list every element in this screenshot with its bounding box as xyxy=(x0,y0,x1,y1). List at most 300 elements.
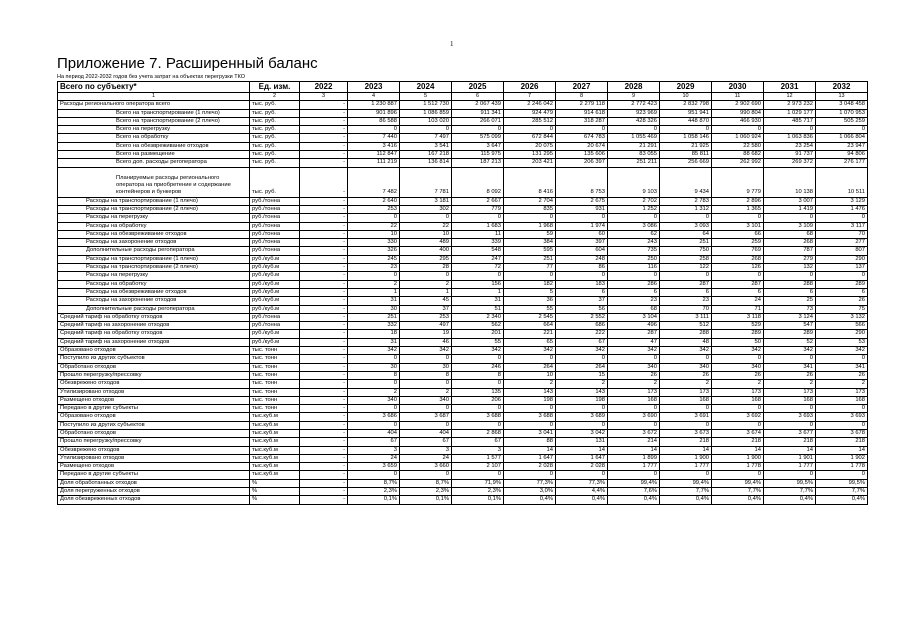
value-cell: 3 117 xyxy=(816,222,868,230)
value-cell: 48 xyxy=(660,338,712,346)
value-cell: 2,3% xyxy=(452,488,504,496)
value-cell: 485 717 xyxy=(764,117,816,125)
row-label: Всего на транспортирование (1 плечо) xyxy=(58,109,250,117)
value-cell: 1 968 xyxy=(504,222,556,230)
value-cell: 287 xyxy=(608,330,660,338)
row-label: Образовано отходов xyxy=(58,347,250,355)
row-unit: тыс.куб.м xyxy=(250,454,300,462)
value-cell: 8 xyxy=(400,371,452,379)
value-cell: 0 xyxy=(712,355,764,363)
table-row xyxy=(58,167,868,197)
row-unit: руб./куб.м xyxy=(250,305,300,313)
value-cell: 2 028 xyxy=(556,463,608,471)
cell-2022: - xyxy=(300,205,348,213)
value-cell: 923 969 xyxy=(608,109,660,117)
cell-2022: - xyxy=(300,413,348,421)
document-title: Приложение 7. Расширенный баланс xyxy=(57,55,318,72)
value-cell: 31 xyxy=(452,297,504,305)
row-label: Обезврежено отходов xyxy=(58,380,250,388)
value-cell: 0 xyxy=(400,380,452,388)
value-cell: 672 844 xyxy=(504,134,556,142)
value-cell: 2 783 xyxy=(660,197,712,205)
cell-2022: - xyxy=(300,264,348,272)
cell-2022: - xyxy=(300,101,348,109)
value-cell: 332 xyxy=(348,322,400,330)
table-row xyxy=(58,230,868,238)
cell-2022: - xyxy=(300,126,348,134)
value-cell: 0 xyxy=(400,126,452,134)
column-index-row xyxy=(58,93,868,101)
header-year: 2029 xyxy=(660,82,712,93)
value-cell: 289 xyxy=(712,330,764,338)
value-cell: 0 xyxy=(348,471,400,479)
value-cell: 88 682 xyxy=(712,151,764,159)
value-cell: 0,1% xyxy=(348,496,400,504)
value-cell: 0 xyxy=(764,405,816,413)
value-cell: 779 xyxy=(452,205,504,213)
row-label: Средний тариф на захоронение отходов xyxy=(58,322,250,330)
value-cell: 77,3% xyxy=(556,479,608,487)
cell-2022: - xyxy=(300,230,348,238)
value-cell: 448 870 xyxy=(660,117,712,125)
row-unit: руб./куб.м xyxy=(250,288,300,296)
value-cell: 342 xyxy=(556,347,608,355)
value-cell: 136 814 xyxy=(400,159,452,167)
value-cell: 3 691 xyxy=(660,413,712,421)
value-cell: 466 930 xyxy=(712,117,764,125)
value-cell: 53 xyxy=(816,338,868,346)
value-cell: 198 xyxy=(504,396,556,404)
table-row xyxy=(58,159,868,167)
cell-2022: - xyxy=(300,214,348,222)
row-label: Дополнительные расходы регоператора xyxy=(58,305,250,313)
value-cell: 0 xyxy=(816,355,868,363)
table-row xyxy=(58,388,868,396)
value-cell: 137 xyxy=(816,264,868,272)
table-row xyxy=(58,380,868,388)
table-row xyxy=(58,313,868,321)
value-cell: 99,4% xyxy=(660,479,712,487)
row-unit: руб./тонна xyxy=(250,313,300,321)
value-cell: 221 xyxy=(504,330,556,338)
row-label: Расходы на захоронение отходов xyxy=(58,239,250,247)
value-cell: 22 xyxy=(400,222,452,230)
value-cell: 1 476 xyxy=(816,205,868,213)
value-cell: 2 067 439 xyxy=(452,101,504,109)
cell-2022: - xyxy=(300,454,348,462)
table-row xyxy=(58,117,868,125)
value-cell: 64 xyxy=(660,230,712,238)
cell-2022: - xyxy=(300,142,348,150)
value-cell: 0 xyxy=(660,272,712,280)
row-unit: тыс. руб. xyxy=(250,101,300,109)
value-cell: 1 419 xyxy=(764,205,816,213)
value-cell: 951 941 xyxy=(660,109,712,117)
value-cell: 0 xyxy=(764,214,816,222)
row-unit: руб./тонна xyxy=(250,322,300,330)
row-label: Доля обезвреженных отходов xyxy=(58,496,250,504)
value-cell: 0 xyxy=(764,471,816,479)
row-label: Расходы на транспортирование (1 плечо) xyxy=(58,255,250,263)
value-cell: 266 071 xyxy=(452,117,504,125)
value-cell: 23 254 xyxy=(764,142,816,150)
value-cell: 931 xyxy=(556,205,608,213)
value-cell: 71 xyxy=(712,305,764,313)
value-cell: 3 674 xyxy=(712,429,764,437)
row-unit: руб./куб.м xyxy=(250,255,300,263)
cell-2022: - xyxy=(300,313,348,321)
cell-2022: - xyxy=(300,446,348,454)
value-cell: 30 xyxy=(400,363,452,371)
value-cell: 384 xyxy=(504,239,556,247)
value-cell: 0 xyxy=(556,355,608,363)
table-row xyxy=(58,330,868,338)
value-cell: 83 055 xyxy=(608,151,660,159)
value-cell: 245 xyxy=(348,255,400,263)
cell-2022: - xyxy=(300,197,348,205)
value-cell: 3 118 xyxy=(712,313,764,321)
value-cell: 6 xyxy=(816,288,868,296)
value-cell: 595 xyxy=(504,247,556,255)
value-cell: 286 xyxy=(608,280,660,288)
value-cell: 2 xyxy=(764,380,816,388)
value-cell: 2 545 xyxy=(504,313,556,321)
row-label: Планируемые расходы регионального оператора на приобретение и содержание контейнеров и бункеров xyxy=(58,167,250,197)
cell-2022: - xyxy=(300,288,348,296)
row-unit: руб./куб.м xyxy=(250,280,300,288)
value-cell: 46 xyxy=(400,338,452,346)
value-cell: 8 xyxy=(348,371,400,379)
value-cell: 52 xyxy=(764,338,816,346)
value-cell: 0 xyxy=(816,126,868,134)
value-cell: 173 xyxy=(712,388,764,396)
table-row xyxy=(58,288,868,296)
value-cell: 290 xyxy=(816,330,868,338)
value-cell: 173 xyxy=(608,388,660,396)
table-row xyxy=(58,126,868,134)
row-unit: руб./тонна xyxy=(250,214,300,222)
value-cell: 0 xyxy=(608,405,660,413)
value-cell: 173 xyxy=(764,388,816,396)
value-cell: 489 xyxy=(400,239,452,247)
column-index: 13 xyxy=(816,93,868,101)
value-cell: 0 xyxy=(764,272,816,280)
value-cell: 342 xyxy=(712,347,764,355)
value-cell: 218 xyxy=(764,438,816,446)
value-cell: 0 xyxy=(400,355,452,363)
row-unit: % xyxy=(250,488,300,496)
value-cell: 253 xyxy=(400,313,452,321)
value-cell: 65 xyxy=(504,338,556,346)
value-cell: 295 xyxy=(400,255,452,263)
row-unit: руб./куб.м xyxy=(250,272,300,280)
value-cell: 77,3% xyxy=(504,479,556,487)
row-unit: тыс. тонн xyxy=(250,347,300,355)
row-unit: тыс. тонн xyxy=(250,396,300,404)
value-cell: 1 xyxy=(348,288,400,296)
value-cell: 0,4% xyxy=(764,496,816,504)
value-cell: 115 975 xyxy=(452,151,504,159)
cell-2022: - xyxy=(300,151,348,159)
value-cell: 3 181 xyxy=(400,197,452,205)
value-cell: 3 101 xyxy=(712,222,764,230)
row-label: Расходы на обработку xyxy=(58,280,250,288)
value-cell: 0 xyxy=(348,355,400,363)
value-cell: 36 xyxy=(504,297,556,305)
value-cell: 0 xyxy=(660,471,712,479)
cell-2022: - xyxy=(300,479,348,487)
row-label: Утилизировано отходов xyxy=(58,388,250,396)
value-cell: 1 974 xyxy=(556,222,608,230)
row-unit: руб./куб.м xyxy=(250,338,300,346)
row-unit: тыс. тонн xyxy=(250,371,300,379)
value-cell: 0 xyxy=(556,214,608,222)
value-cell: 290 xyxy=(816,255,868,263)
row-label: Дополнительные расходы регоператора xyxy=(58,247,250,255)
value-cell: 2 xyxy=(556,380,608,388)
row-unit: тыс. руб. xyxy=(250,159,300,167)
value-cell: 911 341 xyxy=(452,109,504,117)
value-cell: 8,7% xyxy=(348,479,400,487)
value-cell: 3 086 xyxy=(608,222,660,230)
value-cell: 279 xyxy=(764,255,816,263)
value-cell: 251 xyxy=(660,239,712,247)
value-cell: 0 xyxy=(452,471,504,479)
row-label: Прошло перегрузку/прессовку xyxy=(58,371,250,379)
value-cell: 807 xyxy=(816,247,868,255)
table-row xyxy=(58,405,868,413)
row-unit: тыс.куб.м xyxy=(250,463,300,471)
value-cell: 0 xyxy=(660,126,712,134)
value-cell: 341 xyxy=(816,363,868,371)
row-label: Всего на перегрузку xyxy=(58,126,250,134)
row-label: Расходы на транспортирование (1 плечо) xyxy=(58,197,250,205)
value-cell: 0 xyxy=(712,126,764,134)
value-cell: 3 048 458 xyxy=(816,101,868,109)
cell-2022: - xyxy=(300,363,348,371)
cell-2022: - xyxy=(300,272,348,280)
value-cell: 342 xyxy=(608,347,660,355)
table-row xyxy=(58,305,868,313)
value-cell: 222 xyxy=(556,330,608,338)
cell-2022: - xyxy=(300,322,348,330)
value-cell: 156 xyxy=(452,280,504,288)
row-unit: тыс. тонн xyxy=(250,363,300,371)
table-row xyxy=(58,297,868,305)
value-cell: 99,4% xyxy=(608,479,660,487)
value-cell: 20 674 xyxy=(556,142,608,150)
value-cell: 3 689 xyxy=(556,413,608,421)
value-cell: 21 925 xyxy=(660,142,712,150)
value-cell: 143 xyxy=(504,388,556,396)
value-cell: 562 xyxy=(452,322,504,330)
value-cell: 126 xyxy=(712,264,764,272)
value-cell: 287 xyxy=(660,280,712,288)
value-cell: 23 947 xyxy=(816,142,868,150)
value-cell: 2 107 xyxy=(452,463,504,471)
value-cell: 3 109 xyxy=(764,222,816,230)
value-cell: 288 xyxy=(764,280,816,288)
value-cell: 103 020 xyxy=(400,117,452,125)
value-cell: 2,3% xyxy=(348,488,400,496)
value-cell: 2 xyxy=(660,380,712,388)
cell-2022: - xyxy=(300,159,348,167)
value-cell: 3 688 xyxy=(504,413,556,421)
value-cell: 0 xyxy=(608,421,660,429)
value-cell: 122 xyxy=(660,264,712,272)
value-cell: 0 xyxy=(816,471,868,479)
value-cell: 168 xyxy=(660,396,712,404)
header-unit: Ед. изм. xyxy=(250,82,300,93)
value-cell: 10 511 xyxy=(816,167,868,197)
value-cell: 342 xyxy=(504,347,556,355)
value-cell: 5 xyxy=(504,288,556,296)
value-cell: 787 xyxy=(764,247,816,255)
table-row xyxy=(58,496,868,504)
value-cell: 1 778 xyxy=(816,463,868,471)
value-cell: 86 588 xyxy=(348,117,400,125)
value-cell: 0 xyxy=(400,405,452,413)
balance-table xyxy=(57,81,868,505)
value-cell: 0 xyxy=(816,421,868,429)
value-cell: 924 479 xyxy=(504,109,556,117)
value-cell: 0 xyxy=(556,272,608,280)
column-index: 9 xyxy=(608,93,660,101)
value-cell: 2 xyxy=(712,380,764,388)
value-cell: 0 xyxy=(504,471,556,479)
value-cell: 8 092 xyxy=(452,167,504,197)
value-cell: 214 xyxy=(608,438,660,446)
value-cell: 1 899 xyxy=(608,454,660,462)
value-cell: 1 055 469 xyxy=(608,134,660,142)
value-cell: 3 660 xyxy=(400,463,452,471)
value-cell: 1 647 xyxy=(556,454,608,462)
row-unit: руб./тонна xyxy=(250,230,300,238)
header-year: 2026 xyxy=(504,82,556,93)
value-cell: 45 xyxy=(400,297,452,305)
value-cell: 7,7% xyxy=(816,488,868,496)
header-year: 2030 xyxy=(712,82,764,93)
value-cell: 11 xyxy=(452,230,504,238)
cell-2022: - xyxy=(300,109,348,117)
value-cell: 167 218 xyxy=(400,151,452,159)
value-cell: 735 xyxy=(608,247,660,255)
value-cell: 132 xyxy=(764,264,816,272)
value-cell: 914 618 xyxy=(556,109,608,117)
value-cell: 3 xyxy=(452,446,504,454)
value-cell: 289 xyxy=(764,330,816,338)
value-cell: 1 900 xyxy=(660,454,712,462)
value-cell: 1 058 146 xyxy=(660,134,712,142)
value-cell: 3 647 xyxy=(452,142,504,150)
value-cell: 173 xyxy=(660,388,712,396)
value-cell: 168 xyxy=(816,396,868,404)
cell-2022: - xyxy=(300,388,348,396)
value-cell: 0 xyxy=(504,214,556,222)
row-label: Размещено отходов xyxy=(58,463,250,471)
value-cell: 2 279 118 xyxy=(556,101,608,109)
value-cell: 318 287 xyxy=(556,117,608,125)
value-cell: 47 xyxy=(608,338,660,346)
value-cell: 23 xyxy=(608,297,660,305)
table-row xyxy=(58,429,868,437)
value-cell: 6 xyxy=(556,288,608,296)
column-index: 6 xyxy=(452,93,504,101)
row-label: Расходы на транспортирование (2 плечо) xyxy=(58,264,250,272)
value-cell: 0 xyxy=(816,214,868,222)
value-cell: 547 xyxy=(764,322,816,330)
value-cell: 0 xyxy=(400,272,452,280)
value-cell: 0 xyxy=(712,471,764,479)
cell-2022: - xyxy=(300,463,348,471)
value-cell: 7 440 xyxy=(348,134,400,142)
table-row xyxy=(58,488,868,496)
value-cell: 3 007 xyxy=(764,197,816,205)
value-cell: 0 xyxy=(712,405,764,413)
value-cell: 0 xyxy=(764,421,816,429)
value-cell: 10 138 xyxy=(764,167,816,197)
value-cell: 0 xyxy=(400,421,452,429)
cell-2022: - xyxy=(300,347,348,355)
value-cell: 198 xyxy=(556,396,608,404)
table-row xyxy=(58,338,868,346)
value-cell: 85 811 xyxy=(660,151,712,159)
value-cell: 55 xyxy=(452,338,504,346)
document-subtitle: На период 2022-2032 годов без учета затрат на объектах перегрузки ТКО xyxy=(57,74,246,80)
value-cell: 7,6% xyxy=(608,488,660,496)
value-cell: 37 xyxy=(556,297,608,305)
row-unit: руб./тонна xyxy=(250,197,300,205)
table-row xyxy=(58,280,868,288)
value-cell: 59 xyxy=(504,230,556,238)
value-cell: 400 xyxy=(400,247,452,255)
table-row xyxy=(58,463,868,471)
value-cell: 7 482 xyxy=(348,167,400,197)
value-cell: 1 778 xyxy=(712,463,764,471)
value-cell: 0 xyxy=(816,405,868,413)
row-label: Обработано отходов xyxy=(58,429,250,437)
value-cell: 75 xyxy=(816,305,868,313)
value-cell: 26 xyxy=(816,297,868,305)
row-label: Средний тариф на захоронение отходов xyxy=(58,338,250,346)
row-unit: тыс.куб.м xyxy=(250,471,300,479)
value-cell: 71,9% xyxy=(452,479,504,487)
cell-2022: - xyxy=(300,438,348,446)
table-row xyxy=(58,363,868,371)
value-cell: 404 xyxy=(400,429,452,437)
value-cell: 0 xyxy=(400,471,452,479)
row-label: Расходы регионального оператора всего xyxy=(58,101,250,109)
value-cell: 3 093 xyxy=(660,222,712,230)
row-unit: тыс. руб. xyxy=(250,126,300,134)
row-label: Размещено отходов xyxy=(58,396,250,404)
row-unit: руб./куб.м xyxy=(250,330,300,338)
value-cell: 342 xyxy=(348,347,400,355)
header-year: 2027 xyxy=(556,82,608,93)
row-unit: % xyxy=(250,496,300,504)
value-cell: 0 xyxy=(504,272,556,280)
column-index: 1 xyxy=(58,93,250,101)
value-cell: 674 783 xyxy=(556,134,608,142)
row-label: Обработано отходов xyxy=(58,363,250,371)
value-cell: 9 779 xyxy=(712,167,764,197)
value-cell: 287 xyxy=(712,280,764,288)
column-index: 11 xyxy=(712,93,764,101)
value-cell: 99,5% xyxy=(816,479,868,487)
value-cell: 0 xyxy=(608,355,660,363)
value-cell: 31 xyxy=(348,297,400,305)
value-cell: 10 xyxy=(504,371,556,379)
